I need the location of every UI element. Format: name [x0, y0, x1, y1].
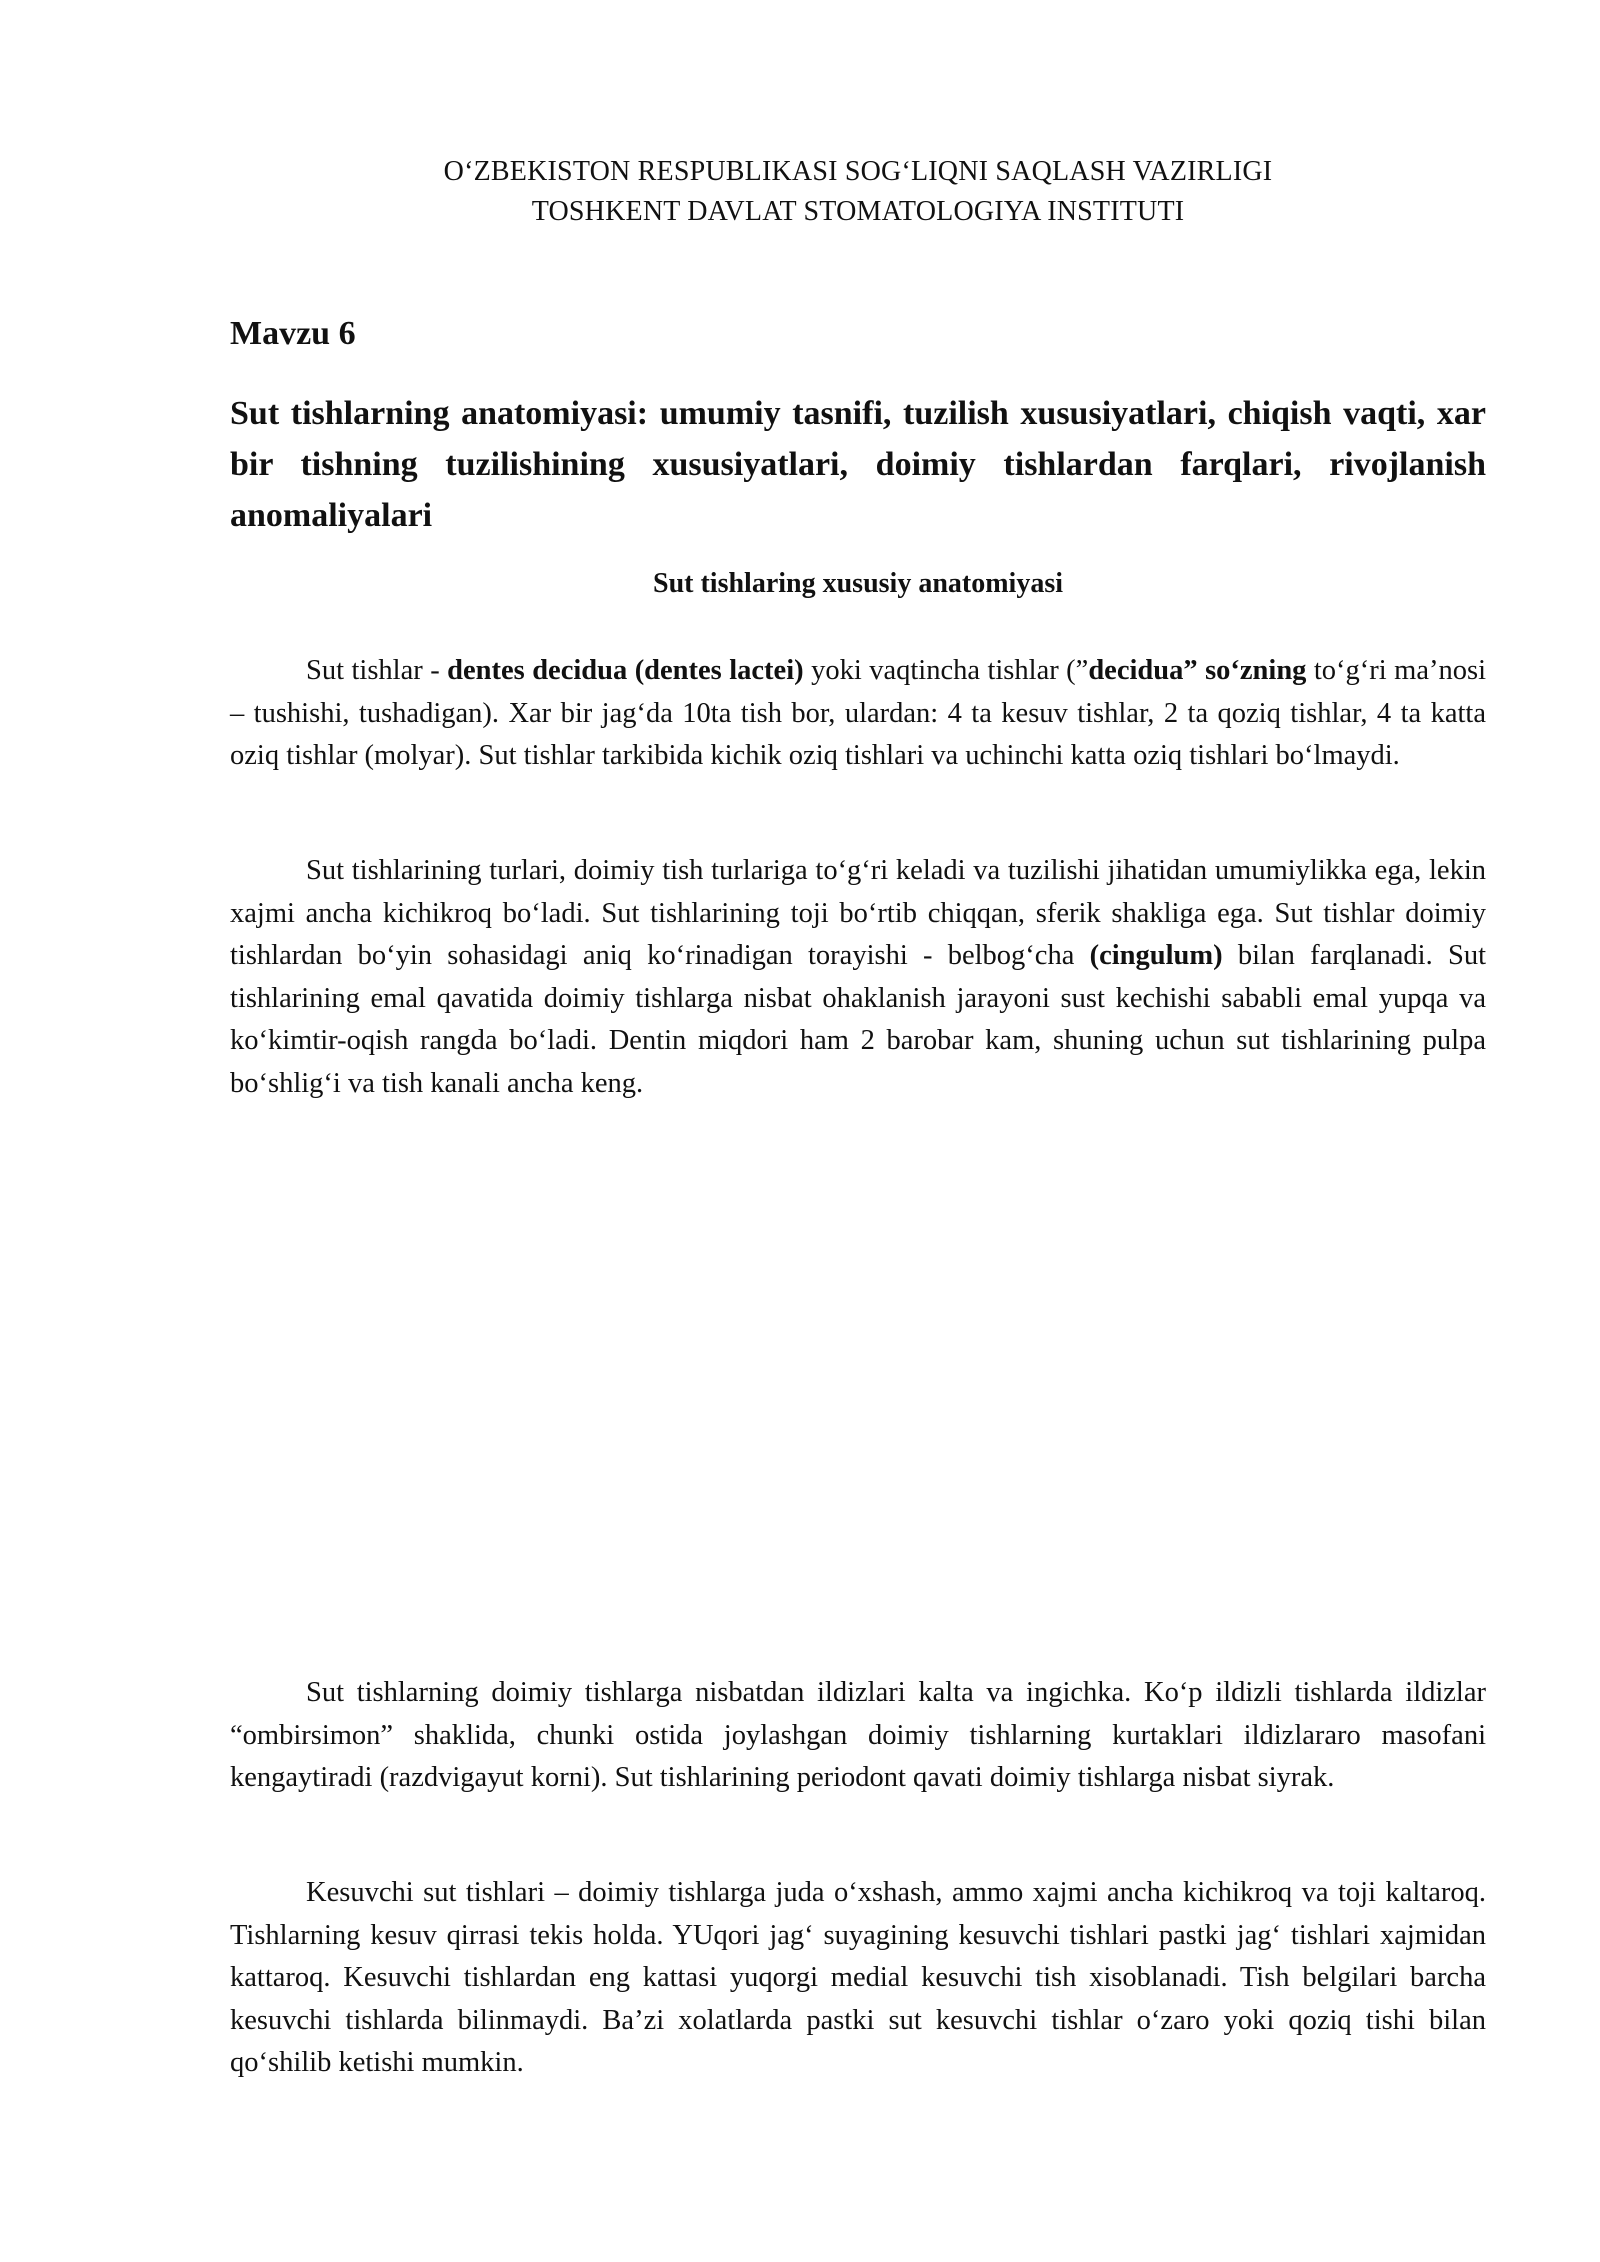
- paragraph-2-text: bilan farqlanadi. Sut tishlarining emal qavatida doimiy tishlarga nisbat ohaklanish jarayoni sust kechishi sababli emal yupqa va ko‘kimtir-oqish rangda bo‘ladi. Dentin miqdori ham 2 barobar kam, shuning uchun sut tishlarining pulpa bo‘shlig‘i va tish kanali ancha keng.: [230, 940, 1486, 1099]
- paragraph-3: Sut tishlarning doimiy tishlarga nisbatdan ildizlari kalta va ingichka. Ko‘p ildizli tishlarda ildizlar “ombirsimon” shaklida, chunki ostida joylashgan doimiy tishlarning kurtaklari ildizlararo masofani kengaytiradi (razdvigayut korni). Sut tishlarining periodont qavati doimiy tishlarga nisbat siyrak.: [230, 1677, 1486, 1793]
- ministry-header: O‘ZBEKISTON RESPUBLIKASI SOG‘LIQNI SAQLASH VAZIRLIGI: [443, 156, 1273, 187]
- section-subtitle: Sut tishlaring xususiy anatomiyasi: [653, 568, 1063, 599]
- paragraph-2: [230, 850, 1486, 1105]
- paragraph-2-text: Sut tishlarining turlari, doimiy tish turlariga to‘g‘ri keladi va tuzilishi jihatidan umumiylikka ega, lekin xajmi ancha kichikroq bo‘ladi. Sut tishlarining toji bo‘rtib chiqqan, sferik shakliga ega. Sut tishlar doimiy tishlardan bo‘yin sohasidagi aniq ko‘rinadigan torayishi - belbog‘cha: [230, 855, 1486, 971]
- paragraph-1-text: Sut tishlar -: [306, 655, 448, 686]
- cingulum-term: (cingulum): [1089, 940, 1223, 971]
- paragraph-1: [230, 650, 1486, 778]
- decidua-term: decidua” so‘zning: [1088, 655, 1307, 686]
- institute-header: TOSHKENT DAVLAT STOMATOLOGIYA INSTITUTI: [531, 196, 1185, 227]
- paragraph-4: Kesuvchi sut tishlari – doimiy tishlarga juda o‘xshash, ammo xajmi ancha kichikroq va toji kaltaroq. Tishlarning kesuv qirrasi tekis holda. YUqori jag‘ suyagining kesuvchi tishlari pastki jag‘ tishlari xajmidan kattaroq. Kesuvchi tishlardan eng kattasi yuqorgi medial kesuvchi tish xisoblanadi. Tish belgilari barcha kesuvchi tishlarda bilinmaydi. Ba’zi xolatlarda pastki sut kesuvchi tishlar o‘zaro yoki qoziq tishi bilan qo‘shilib ketishi mumkin.: [230, 1877, 1486, 2078]
- teeth-illustration: [310, 1180, 1350, 1620]
- latin-term: dentes decidua (dentes lactei): [447, 655, 804, 686]
- topic-title: Sut tishlarning anatomiyasi: umumiy tasnifi, tuzilish xususiyatlari, chiqish vaqti, xar bir tishning tuzilishining xususiyatlari, doimiy tishlardan farqlari, rivojlanish anomaliyalari: [230, 395, 1486, 534]
- topic-number: Mavzu 6: [230, 315, 356, 352]
- paragraph-1-text: yoki vaqtincha tishlar (”: [803, 655, 1089, 686]
- paragraph-1-text: to‘g‘ri ma’nosi – tushishi, tushadigan). Xar bir jag‘da 10ta tish bor, ulardan: 4 ta kesuv tishlar, 2 ta qoziq tishlar, 4 ta katta oziq tishlar (molyar). Sut tishlar tarkibida kichik oziq tishlari va uchinchi katta oziq tishlari bo‘lmaydi.: [230, 655, 1486, 771]
